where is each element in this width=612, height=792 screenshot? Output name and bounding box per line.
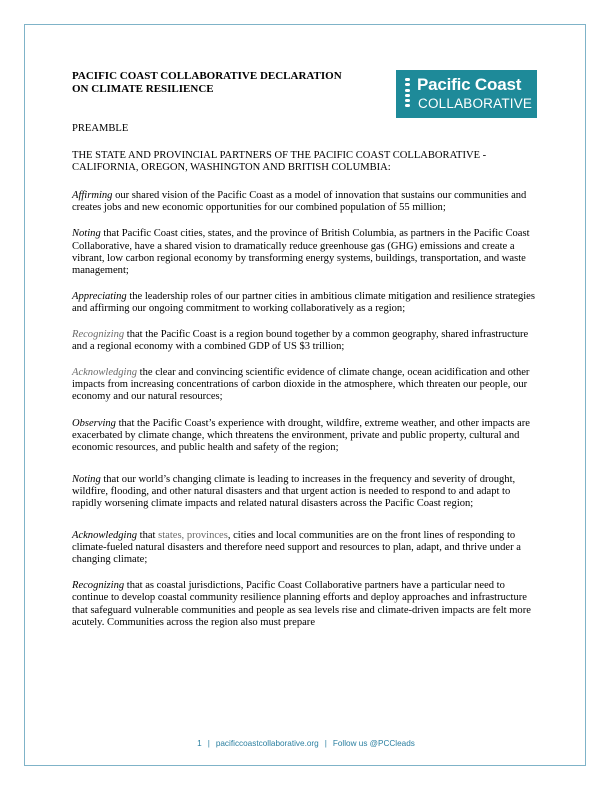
paragraph-recognizing-1: Recognizing that the Pacific Coast is a region bound together by a common geography, shared infrastructure and a regional economy with a combined GDP of US $3 trillion; [72,329,529,353]
paragraph-affirming: Affirming our shared vision of the Pacific Coast as a model of innovation that sustains our communities and creates jobs and new economic opportunities for our combined population of 55 million; [72,190,527,214]
website-link[interactable]: pacificcoastcollaborative.org [215,739,319,748]
logo-line1: Pacific Coast [417,75,522,94]
page-footer: 1 | pacificcoastcollaborative.org | Follow us @PCCleads [197,739,415,748]
paragraph-observing: Observing that the Pacific Coast’s experience with drought, wildfire, extreme weather, and other impacts are exacerbated by climate change, which threatens the environment, private and public property, cultural and economic resources, and public health and safety of the region; [72,417,530,453]
paragraph-acknowledging-2: Acknowledging that states, provinces, cities and local communities are on the front lines of responding to climate-fueled natural disasters and therefore need support and resources to plan, adapt, and thrive under a changing climate; [72,530,521,566]
paragraph-noting-1: Noting that Pacific Coast cities, states, and the province of British Columbia, as partners in the Pacific Coast Collaborative, have a shared vision to dramatically reduce greenhouse gas (GHG) emissions and create a vibrant, low carbon regional economy by transforming energy systems, buildings, transportation, and waste management; [72,228,530,276]
section-heading: PREAMBLE [72,123,129,134]
logo-line2: COLLABORATIVE [418,96,533,111]
page-number: 1 [197,739,202,748]
paragraph-appreciating: Appreciating the leadership roles of our partner cities in ambitious climate mitigation and resilience strategies and affirming our ongoing commitment to working collaboratively as a region; [72,290,535,314]
document-body [72,70,542,629]
partners-heading: THE STATE AND PROVINCIAL PARTNERS OF THE PACIFIC COAST COLLABORATIVE - CALIFORNIA, OREGON, WASHINGTON AND BRITISH COLUMBIA: [72,150,487,174]
paragraph-acknowledging-1: Acknowledging the clear and convincing scientific evidence of climate change, ocean acidification and other impacts from increasing concentrations of carbon dioxide in the atmosphere, which threaten our people, our economy and our natural resources; [72,367,530,403]
document-title: PACIFIC COAST COLLABORATIVE DECLARATION ON CLIMATE RESILIENCE [72,70,342,95]
paragraph-recognizing-2: Recognizing that as coastal jurisdictions, Pacific Coast Collaborative partners have a particular need to continue to develop coastal community resilience planning efforts and deploy approaches and infrastructure that safeguard vulnerable communities and people as sea levels rise and climate-driven impacts are felt more acutely. Communities across the region also must prepare [72,580,531,628]
paragraph-noting-2: Noting that our world’s changing climate is leading to increases in the frequency and severity of drought, wildfire, flooding, and other natural disasters and that urgent action is needed to respond to and adapt to rapidly worsening climate impacts and related natural disasters across the Pacific Coast region; [72,473,516,509]
social-follow-link[interactable]: Follow us @PCCleads [332,739,415,748]
